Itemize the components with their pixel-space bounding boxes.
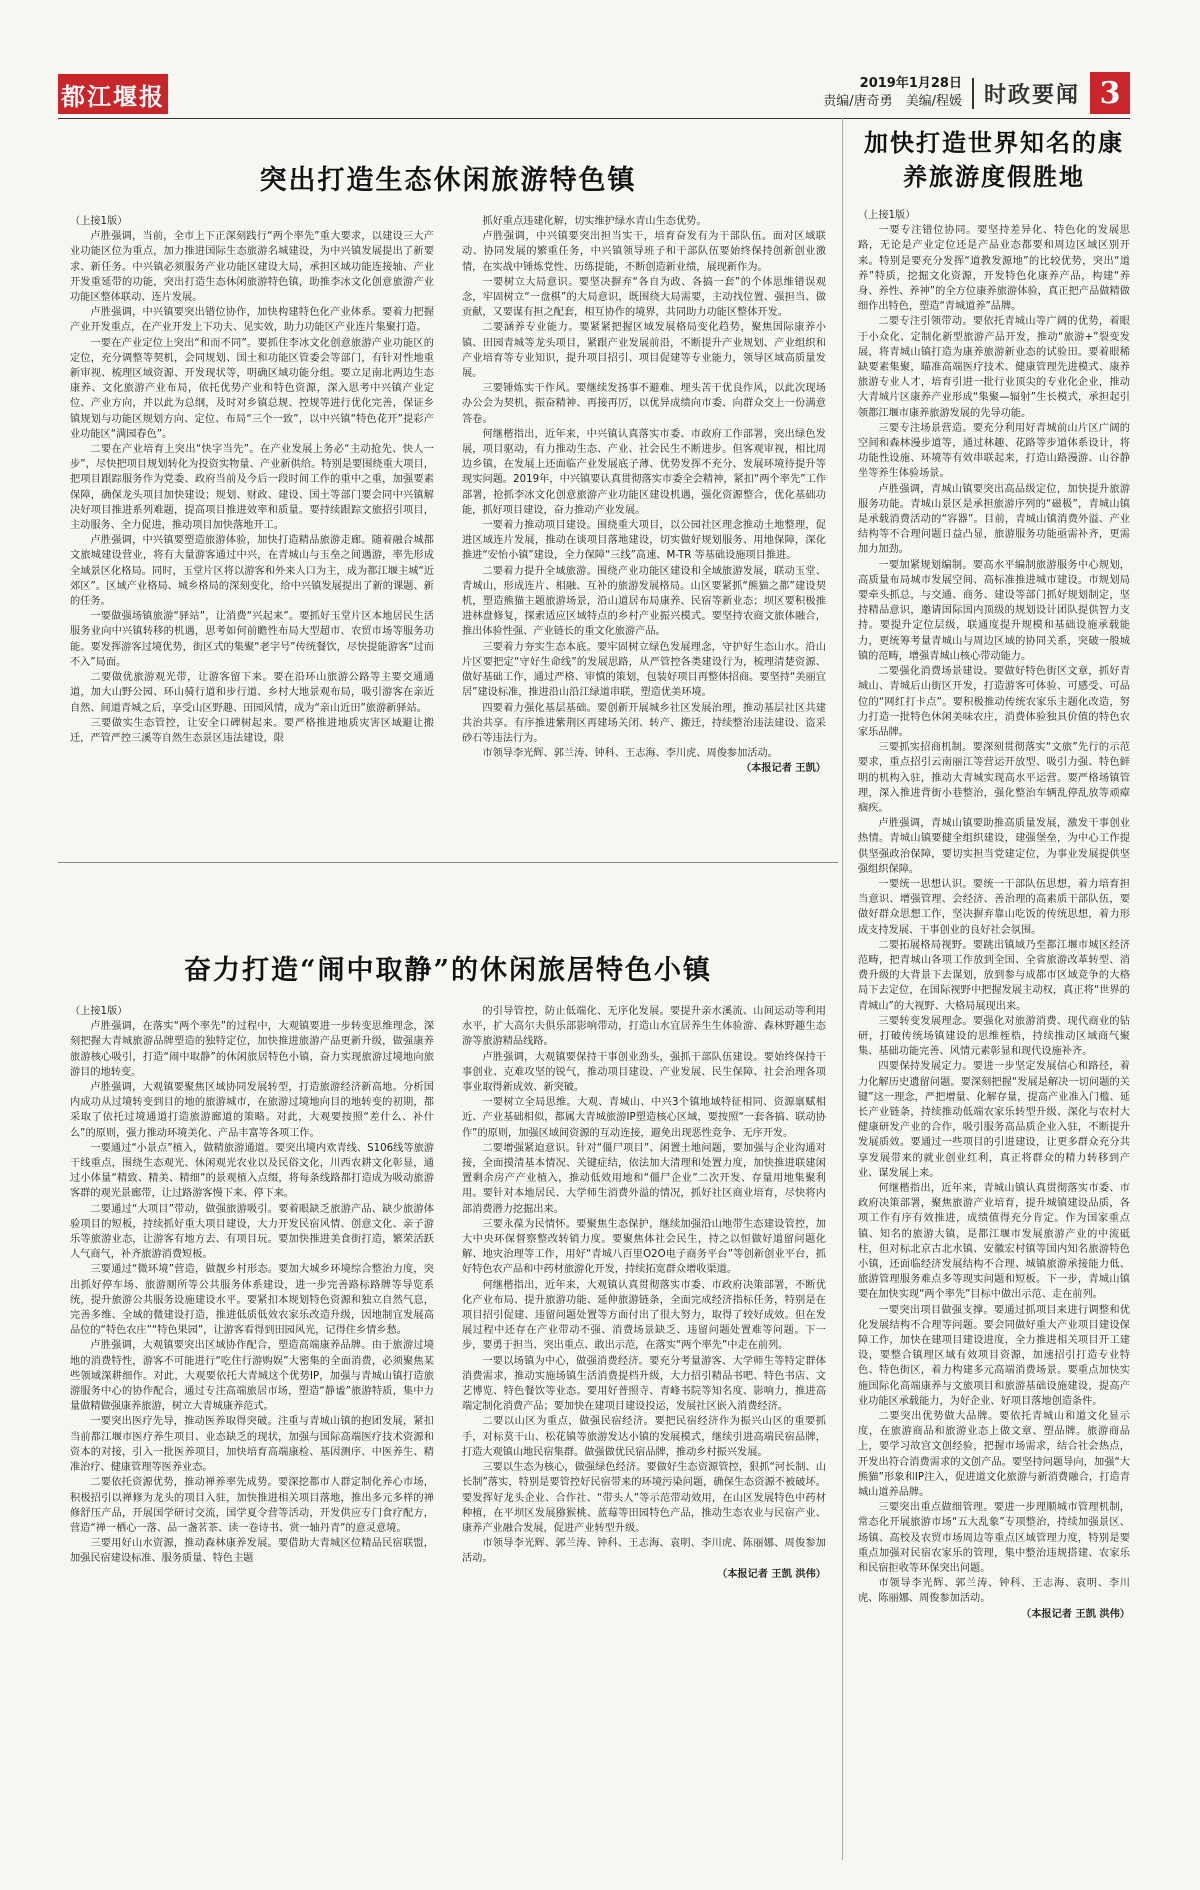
paragraph: 卢胜强调，青城山镇要助推高质量发展，激发干事创业热情。青城山镇要健全组织建设，建强堡垒，为中心工作提供坚强政治保障，要切实担当党建定位，为事业发展提供坚强组织保障。	[858, 818, 1130, 875]
continued-from-note: （上接1版）	[70, 1006, 128, 1017]
article-wellness-resort	[858, 208, 1130, 1860]
paragraph: 抓好重点违建化解，切实维护绿水青山生态优势。	[482, 216, 707, 227]
article-column	[858, 208, 1130, 1860]
paragraph: 一要突出项目做强支撑。要通过抓项目来进行调整和优化发展结构不合理等问题。要会同做好重大产业项目建设保障工作，加快在建项目建设进度，全力推进相关项目开工建设，要整合镇理区域有效项目资源，加速招引打造专业特色、特色街区，着力构建多元高端消费场景。要重点加快实施国际化高端康养与文旅项目和旅游基础设施建设，提高产业功能区承载能力，为好企业、好项目落地创造条件。	[858, 1304, 1130, 1407]
paragraph: 三要专注场景营造。要充分利用好青城前山片区广阔的空间和森林漫步道等，通过林趣、花路等步道体系设计，将功能性设施、环境等有效串联起来，打造山路漫游、山谷静坐等养生体验场景。	[858, 422, 1130, 480]
continued-from-note: （上接1版）	[70, 216, 128, 227]
article-headline-wellness-resort: 加快打造世界知名的康养旅游度假胜地	[864, 128, 1124, 191]
article-column	[70, 214, 434, 854]
paragraph: 卢胜强调，大观镇要保持干事创业劲头，强抓干部队伍建设。要始终保持干事创业、克难攻坚的锐气，推动项目建设、产业发展、民生保障、社会治理各项事业取得新成效、新突破。	[462, 1051, 826, 1094]
paragraph: 三要锤炼实干作风。要继续发扬事不避难、埋头苦干优良作风，以此次现场办公会为契机，振奋精神、再接再厉，以优异成绩向市委、向群众交上一份满意答卷。	[462, 383, 826, 425]
paragraph: 何继楷指出，近年来，中兴镇认真落实市委、市政府工作部署，突出绿色发展，项目驱动，有力推动生态、产业、社会民生不断进步。但客观审视，相比周边乡镇，在发展上还面临产业发展底子薄、优势发挥不充分、发展环境待提升等现实问题。2019年，中兴镇要认真贯彻落实市委全会精神，紧扣“两个率先”工作部署，抢抓李冰文化创意旅游产业功能区建设机遇，强化资源整合，优化基础功能，抓好项目建设，奋力推动产业发展。	[462, 428, 826, 516]
paragraph: 市领导李光辉、郭兰涛、钟科、王志海、袁明、李川虎、陈丽娜、周俊参加活动。	[858, 1578, 1130, 1605]
paragraph: 一要在产业定位上突出“和而不同”。要抓住李冰文化创意旅游产业功能区的定位，充分调整等契机，会同规划、国土和功能区管委会等部门，有针对性地重新审视、梳理区域资源、开发现状等，明确区域功能分组。要立足南北两边生态康养、文化旅游产业布局，依托优势产业和特色资源，深入思考中兴镇产业定位、产业方向，并以此为总纲，及时对乡镇总规、控规等进行优化完善，保证乡镇规划与功能区规划方向、定位、布局“三个一致”，以中兴镇“特色花开”提彩产业功能区“满园春色”。	[70, 337, 434, 440]
paragraph: 市领导李光辉、郭兰涛、钟科、王志海、袁明、李川虎、陈丽娜、周俊参加活动。	[462, 1538, 826, 1565]
paragraph: 二要着力提升全域旅游。围绕产业功能区建设和全域旅游发展，联动玉堂、青城山，形成连片、相融、互补的旅游发展格局。山区要紧抓“熊猫之都”建设契机，塑造熊猫主题旅游场景，沿山道居布局康养、民宿等新业态；坝区要积极推进林盘修复，探索适应区域特点的乡村产业振兴模式。要坚持农商文旅体融合，推出体验性强、产业链长的重文化旅游产品。	[462, 565, 826, 638]
paragraph: 何继楷指出，近年来，大观镇认真贯彻落实市委、市政府决策部署，不断优化产业布局、提升旅游功能、延伸旅游链条，全面完成经济指标任务，特别是在项目招引促建、违留问题处置等方面付出了很大努力，取得了较好成效。但在发展过程中还存在产业带动不强、消费场景缺乏、违留问题处置难等问题。下一步，要勇于担当、突出重点、敢出示范，在落实“两个率先”中走在前列。	[462, 1279, 826, 1352]
article-leisure-town	[70, 1004, 830, 1860]
paragraph: 卢胜强调，当前，全市上下正深刻践行“两个率先”重大要求，以建设三大产业功能区位为重点，加力推进国际生态旅游名城建设，为中兴镇发展提出了新要求、新任务。中兴镇必须服务产业功能区建设大局，承担区域功能连接轴、产业开发重延带的功能，突出打造生态休闲旅游特色镇，助推李冰文化创意旅游产业功能区整体联动、连片发展。	[70, 231, 434, 304]
paragraph: 二要以山区为重点，做强民宿经济。要把民宿经济作为振兴山区的重要抓手，对标莫干山、松花镇等旅游发达小镇的发展模式，继续引进高端民宿品牌，打造大观镇山地民宿集群。做强做优民宿品牌，推动乡村振兴发展。	[462, 1416, 826, 1458]
article-eco-tourism	[70, 214, 830, 854]
reporter-byline: （本报记者 王凯 洪伟）	[717, 1568, 826, 1580]
paragraph: 二要拓展格局视野。要跳出镇域乃至都江堰市城区经济范畴，把青城山各项工作放到全国、全省旅游改革转型、消费升级的大背景下去谋划，放到参与成都市区域竞争的大格局下去定位，在国际视野中把握发展主动权，真正将“世界的青城山”的大视野、大格局展现出来。	[858, 939, 1130, 1012]
paragraph: 市领导李光辉、郭兰涛、钟科、王志海、李川虎、周俊参加活动。	[482, 748, 778, 760]
paragraph: 三要永葆为民情怀。要聚焦生态保护，继续加强沿山地带生态建设管控，加大中央环保督察整改转销力度。要聚焦体社会民生，持之以恒做好道留问题化解、地灾治理等工作，用好“青城八百里O2O电子商务平台”等创新创业平台，抓好特色农产品和中药材旅游化开发，持续拓宽群众增收渠道。	[462, 1218, 826, 1276]
paragraph: 三要通过“微环境”营造，做靓乡村形态。要加大城乡环境综合整治力度，突出抓好停车场、旅游厕所等公共服务体系建设，进一步完善路标路牌等导览系统，提升旅游公共服务设施建设水平。要紧扣本规划特色资源和独立自然气息，完善多维、全域的微建设打造，推进低质低效农家乐改造升级，因地制宜发展高品位的“特色农庄”“特色果园”，让游客看得到田园风光，记得住乡情乡愁。	[70, 1264, 434, 1337]
paragraph: 一要突出医疗先导，推动医养取得突破。注重与青城山镇的抱团发展，紧扣当前都江堰市医疗养生项目、业态缺乏的现状，加强与国际高端医疗技术资源和资本的对接，引入一批医养项目，加快培育高端康检、基因测序、中医养生、精准治疗、健康管理等医养业态。	[70, 1416, 434, 1474]
paragraph: 三要用好山水资源，推动森林康养发展。要借助大青城区位精品民宿联盟，加强民宿建设标准、服务质量、特色主题	[70, 1538, 434, 1565]
paragraph: 卢胜强调，青城山镇要突出高品级定位，加快提升旅游服务功能。青城山景区是承担旅游序列的“磁极”，青城山镇是承载消费活动的“容器”。目前，青城山镇消费外溢、产业结构等不合理问题日益凸显，旅游服务功能亟需补齐，更需加力加劲。	[858, 483, 1130, 556]
paragraph: 卢胜强调，在落实“两个率先”的过程中，大观镇要进一步转变思维理念，深刻把握大青城旅游品牌塑造的独特定位，加快推进旅游产品更新升级，做强康养旅游核心吸引，打造“闹中取静”的休闲旅居特色小镇，奋力实现旅游过境地向旅游目的地转变。	[70, 1021, 434, 1078]
paragraph: 卢胜强调，大观镇要聚焦区域协同发展转型，打造旅游经济新高地。分析国内成功从过境转变到目的地的旅游城市，在旅游过境地向目的地转变的初期，都采取了依托过境通道打造旅游廊道的策略。对此，大观要按照“差什么、补什么”的原则，强力推动环境美化、产品丰富等各项工作。	[70, 1082, 434, 1139]
paragraph: 的引导管控，防止低端化、无序化发展。要提升亲水溪流、山间运动等利用水平，扩大高尔夫俱乐部影响带动，打造山水宜居养生生体验游、森林野趣生态游等旅游精品线路。	[462, 1006, 826, 1048]
continued-from-note: （上接1版）	[858, 210, 916, 221]
paragraph: 一要专注错位协同。要坚持差异化、特色化的发展思路，无论是产业定位还是产品业态都要和周边区域区别开来。特别是要充分发挥“道教发源地”的比较优势，突出“道养”特质，挖掘文化资源，开发特色化康养产品，构建“养身、养性、养神”的全方位康养旅游体验，真正把产品做精做细作出特色，塑造“青城道养”品牌。	[858, 225, 1130, 313]
paragraph: 三要着力夯实生态本底。要牢固树立绿色发展理念，守护好生态山水。沿山片区要把定“守好生命线”的发展思路，从严管控各类建设行为，梳理清楚资源、做好基础工作，通过严格、审慎的策划，包装好项目再整体招商。要坚持“美丽宜居”建设标准，推进沿山沿江绿道串联，塑造优美环境。	[462, 641, 826, 699]
article-column	[70, 1004, 434, 1860]
paragraph: 三要转变发展理念。要强化对旅游消费、现代商业的钻研，打破传统场镇建设的思维桎梏，持续推动区域商气聚集、基础功能完善、风情元素彰显和现代设施补齐。	[858, 1015, 1130, 1058]
paragraph: 一要以场镇为中心，做强消费经济。要充分考量游客、大学师生等特定群体消费需求，推动实施场镇生活消费提档升级，大力招引精品书吧、特色书店、文艺博览、特色餐饮等业态。要用好普照寺、青峰书院等知名度、影响力，推进高端定制化消费产品；要加快在建项目建设投运，发展社区嵌入消费经济。	[462, 1355, 826, 1413]
column-divider	[842, 118, 843, 1860]
paragraph: 一要加紧规划编制。要高水平编制旅游服务中心规划，高质量布局城市发展空间、高标准推进城市建设。市规划局要牵头抓总，与交通、商务、建设等部门抓好规划制定，坚持精品意识，邀请国际国内顶级的规划设计团队提供智力支持。要提升定位层级，联通度提升规模和基础设施承载能力，更统筹考量青城山与周边区域的协同关系，突破一般城镇的范畴，增强青城山核心带动能力。	[858, 559, 1130, 662]
article-headline-leisure-town: 奋力打造“闹中取静”的休闲旅居特色小镇	[183, 955, 713, 986]
header-meta	[823, 75, 962, 111]
paragraph: 三要做实生态管控，让安全口碑树起来。要严格推进地质灾害区域避让搬迁，严管严控三溪等自然生态景区违法建设，限	[70, 717, 434, 744]
paragraph: 一要做强场镇旅游“驿站”，让消费“兴起来”。要抓好玉堂片区本地居民生活服务业向中兴镇转移的机遇，思考如何前瞻性布局大型超市、农贸市场等服务功能。要发挥游客过境优势，街区式的集聚“老字号”传统餐饮，尽快提能游客“过而不入”局面。	[70, 611, 434, 668]
reporter-byline: （本报记者 王凯）	[740, 763, 826, 775]
reporter-byline: （本报记者 王凯 洪伟）	[1021, 1608, 1130, 1620]
paragraph: 二要强化消费场景建设。要做好特色街区文章，抓好青城山、青城后山街区开发，打造游客可体验、可感受、可品位的“网红打卡点”。要积极推动传统农家乐主题化改造，努力打造一批特色休闲美味农庄，消费体验独具价值的特色农家乐品牌。	[858, 666, 1130, 738]
paragraph: 四要保持发展定力。要进一步坚定发展信心和路径，着力化解历史遗留问题。要深刻把握“发展是解决一切问题的关键”这一理念，严把增量、化解存量，提高产业准入门槛、延长产业链条，持续推动低端农家乐转型升级、深化与农村大健康研发产业的合作，吸引服务高品质企业入驻，不断提升发展质效。要通过一些项目的引进建设，让更多群众充分共享发展带来的就业创业红利，真正将群众的精力转移到产业、谋发展上来。	[858, 1061, 1130, 1179]
page-header	[823, 72, 1130, 114]
paragraph: 二要在产业培育上突出“快字当先”。在产业发展上务必“主动抢先、快人一步”，尽快把项目规划转化为投资实物量、产业新供给。特别是要围绕重大项目，把项目跟踪服务作为党委、政府当前及今后一段时间工作的重中之重，加强要素保障，确保龙头项目加快建设；规划、财政、建设、国土等部门要会同中兴镇解决好项目推进系列难题，提高项目推进效率和质量。要持续跟踪文旅招引项目，主动服务、全力促进，推动项目加快落地开工。	[70, 444, 434, 532]
article-column	[462, 214, 826, 854]
paragraph: 三要突出重点做细管理。要进一步理顺城市管理机制，常态化开展旅游市场“五大乱象”专项整治，持续加强景区、场镇、高校及农贸市场周边等重点区域管理力度，特别是要重点加强对民宿农家乐的管理，集中整治违规搭建、农家乐和民宿拒收等环保突出问题。	[858, 1502, 1130, 1575]
paragraph: 二要做优旅游观光带，让游客留下来。要在沿环山旅游公路等主要交通通道，加大山野公园、环山骑行道和步行道、乡村大地景观布局，吸引游客在亲近自然、间道青城之后，享受山区野趣、田园风情，成为“亲山近田”旅游新驿站。	[70, 672, 434, 714]
paragraph: 四要着力强化基层基础。要创新开展城乡社区发展治理，推动基层社区共建共治共享。有序推进紫荆区再建场关闭、转产、搬迁，持续整治违法建设、盗采砂石等违法行为。	[462, 702, 826, 744]
issue-date: 2019年1月28日	[859, 76, 962, 91]
paragraph: 二要专注引领带动。要依托青城山等广阔的优势，着眼于小众化、定制化新型旅游产品开发，推动“旅游+”裂变发展，将青城山镇打造为康养旅游新业态的试验田。要着眼稀缺要素集聚，瞄准高端医疗技术、健康管理先进模式、康养旅游专业人才，培育引进一批行业顶尖的专业化企业，推动大青城片区康养产业形成“集聚—辐射”生长模式，承担起引领都江堰市康养旅游发展的先导功能。	[858, 316, 1130, 419]
section-title: 时政要闻	[972, 78, 1080, 109]
paragraph: 三要抓实招商机制。要深刻贯彻落实“文旅”先行的示范要求，重点招引云南丽江等营运开放型、吸引力强、特色鲜明的机构入驻，推动大青城实现高水平运营。要严格场镇管理，深入推进背街小巷整治，强化整治车辆乱停乱放等顽瘴痼疾。	[858, 742, 1130, 814]
paragraph: 卢胜强调，中兴镇要塑造旅游体验，加快打造精品旅游走廊。随着融合城都文旅城建设营业，将有大量游客通过中兴，在青城山与玉垒之间遇游，率先形成全域景区化格局。同时，玉堂片区将以游客和外来人口为主，成为都江堰主城“近郊区”。区域产业格局、城乡格局的深刻变化，给中兴镇发展提出了新的课题、新的任务。	[70, 535, 434, 608]
paragraph: 一要通过“小景点”植入，做精旅游通道。要突出境内欢青线、S106线等旅游干线重点，围绕生态观光、休闲观光农业以及民俗文化，川西农耕文化彰显，通过小体量“精致、精美、精细”的景观植入点缀，将每条线路都打造成为吸动旅游客群的观光景廊带，让过路游客慢下来、停下来。	[70, 1142, 434, 1200]
paragraph: 三要以生态为核心，做强绿色经济。要做好生态资源管控，狠抓“河长制、山长制”落实，特别是要管控好民宿带来的环境污染问题，确保生态资源不被破坏。要发挥好龙头企业、合作社、“带头人”等示范带动效用，在山区发展特色中药材种植，在平坝区发展猕猴桃、蓝莓等田园特色产品，推动生态农业与民宿产业、康养产业融合发展，促进产业转型升级。	[462, 1462, 826, 1534]
paragraph: 卢胜强调，中兴镇要突出担当实干，培育奋发有为干部队伍。面对区域联动、协同发展的繁重任务，中兴镇领导班子和干部队伍要始终保持创新创业激情，在实战中锤炼党性、历练提能，不断创造新业绩，展现新作为。	[462, 231, 826, 273]
masthead-logo: 都江堰报	[58, 74, 168, 114]
article-divider	[58, 862, 838, 863]
article-column	[462, 1004, 826, 1860]
paragraph: 二要涵养专业能力。要紧紧把握区域发展格局变化趋势，聚焦国际康养小镇、田园青城等龙头项目，紧跟产业发展前沿，不断提升产业规划、产业组织和产业培育等专业知识，提升项目招引、项目促建等专业能力，领导区域高质量发展。	[462, 322, 826, 380]
header-divider	[58, 118, 1130, 119]
paragraph: 一要树立全局思维。大观、青城山、中兴3个镇地域特征相同、资源禀赋相近、产业基础相似，都属大青城旅游IP塑造核心区域，要按照“一套各搞、联动协作”的原则，加强区域间资源的互动连接，避免出现恶性竞争、无序开发。	[462, 1097, 826, 1139]
paragraph: 一要统一思想认识。要统一干部队伍思想，着力培育担当意识、增强管理、会经济、善治理的高素质干部队伍，要做好群众思想工作，坚决摒弃靠山吃饭的传统思想，着力形成支持发展、干事创业的良好社会氛围。	[858, 878, 1130, 936]
paragraph: 卢胜强调，大观镇要突出区域协作配合，塑造高端康养品牌。由于旅游过境地的消费特性，游客不可能进行“吃住行游购娱”大密集的全面消费，必须聚焦某些领域深耕细作。对此，大观要依托大青城这个优势IP，加强与青城山镇打造旅游服务中心的协作配合，通过专注高端旅居市场，塑造“静谧”旅游特质，集中力量做精做强康养旅游，树立大青城康养范式。	[70, 1340, 434, 1413]
editors-credit: 责编/唐奇勇 美编/程媛	[823, 94, 962, 109]
paragraph: 二要通过“大项目”带动，做强旅游吸引。要着眼缺乏旅游产品、缺少旅游体验项目的短板，持续抓好重大项目建设，大力开发民宿风情、创意文化、亲子游乐等旅游业态，让游客有地方去、有项目玩。要加快推进美食街打造，繁荣活跃人气商气，补齐旅游消费短板。	[70, 1203, 434, 1261]
page-number: 3	[1090, 72, 1130, 114]
paragraph: 卢胜强调，中兴镇要突出错位协作，加快构建特色化产业体系。要着力把握产业开发重点，在产业开发上下功夫、见实效，助力功能区产业连片集聚打造。	[70, 307, 434, 334]
paragraph: 何继楷指出，近年来，青城山镇认真贯彻落实市委、市政府决策部署，聚焦旅游产业培育，提升城镇建设品质，各项工作有序有效推进，成绩值得充分肯定。作为国家重点镇、知名的旅游大镇，是都江堰市发展旅游产业的中流砥柱，但对标北京古北水镇、安徽宏村镇等国内知名旅游特色小镇，还面临经济发展结构不合理、城镇旅游承接能力低、旅游管理服务难点多等现实问题和短板。下一步，青城山镇要在加快实现“两个率先”目标中做出示范、走在前列。	[858, 1183, 1130, 1301]
paragraph: 二要突出优势做大品牌。要依托青城山和道文化显示度，在旅游商品和旅游业态上做文章、塑品牌。旅游商品上，要学习故宫文创经验，把握市场需求，结合社会热点，开发出符合消费需求的文创产品。要坚持问题导向，加强“大熊猫”形象和IP注入，促进道文化旅游与新消费融合，打造青城山道养品牌。	[858, 1411, 1130, 1499]
paragraph: 一要着力推动项目建设。围绕重大项目，以公园社区理念推动土地整理，促进区域连片发展，推动在谈项目落地建设，切实做好规划服务、用地保障，深化推进“安怡小镇”建设，全力保障“三线”高速、M-TR 等基础设施项目推进。	[462, 520, 826, 562]
paragraph: 一要树立大局意识。要坚决摒弃“各自为政、各搞一套”的个体思维错误观念，牢固树立“一盘棋”的大局意识，既围绕大局需要，主动找位置、强担当、做贡献，又要谋有担之配套，相互协作的境界，共同助力功能区整体开发。	[462, 276, 826, 319]
paragraph: 二要增强紧迫意识。针对“僵尸项目”、闲置土地问题，要加强与企业沟通对接，全面摸清基本情况、关键症结，依法加大清理和处置力度，加快推进联建闲置剩余房产产业植入，推动低效用地和“僵尸企业”二次开发、存量用地集聚利用。要针对本地居民、大学师生消费外溢的情况，抓好社区商业培育，尽快将内部消费潜力挖掘出来。	[462, 1142, 826, 1215]
article-headline-eco-tourism: 突出打造生态休闲旅游特色镇	[259, 165, 637, 196]
paragraph: 二要依托资源优势，推动禅养率先成势。要深挖都市人群定制化养心市场，积极招引以禅修为龙头的项目入驻，加快推进相关项目落地，推出多元多样的禅修舒压产品，开展国学研讨交流，国学夏令营等活动，开发供应专门食疗配方，营造“禅一栖心一落、品一盏茗茶、读一卷诗书、赏一轴丹青”的意灵意境。	[70, 1477, 434, 1534]
